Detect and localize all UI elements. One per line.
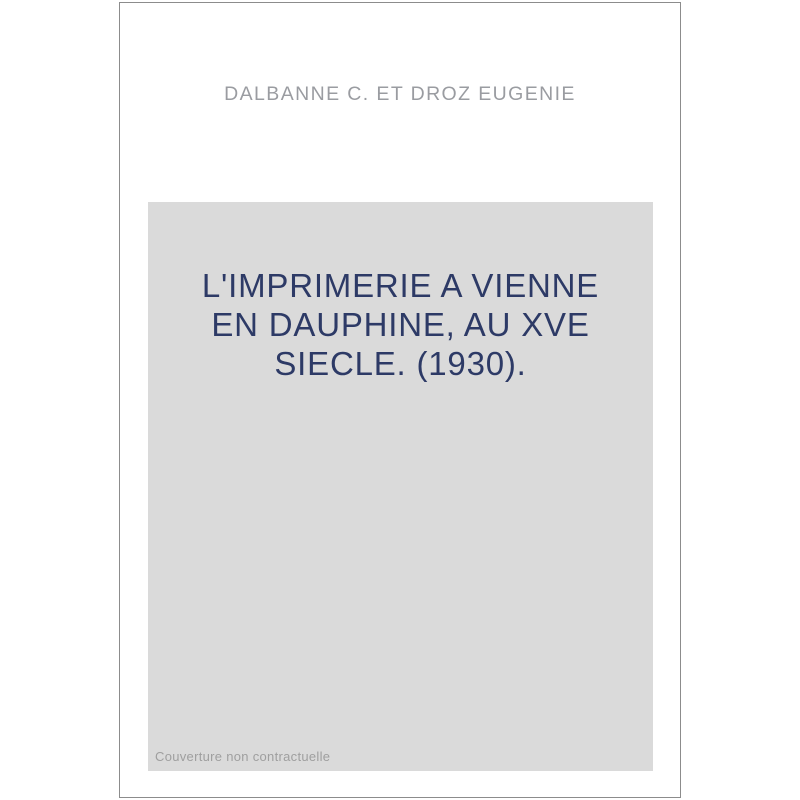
book-title-line-3: SIECLE. (1930). <box>274 345 527 382</box>
book-title-line-2: EN DAUPHINE, AU XVE <box>211 306 590 343</box>
book-cover-placeholder <box>119 2 681 798</box>
author-name: DALBANNE C. ET DROZ EUGENIE <box>224 83 576 105</box>
cover-disclaimer: Couverture non contractuelle <box>155 749 331 764</box>
title-panel <box>148 202 653 771</box>
book-title-line-1: L'IMPRIMERIE A VIENNE <box>201 267 600 304</box>
book-title <box>148 202 653 383</box>
